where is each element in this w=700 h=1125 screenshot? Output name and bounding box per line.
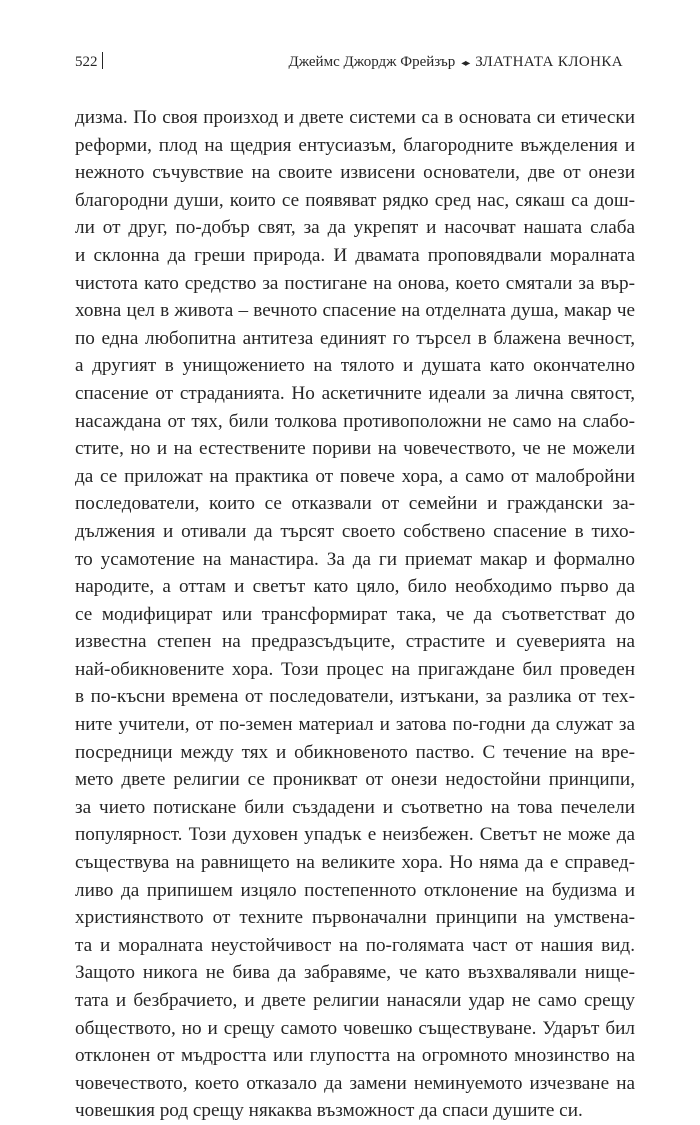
text-line: отклонен от мъдростта или глупостта на огромното мнозинство на	[75, 1045, 635, 1067]
text-line: обществото, но и срещу самото човешко съществуване. Ударът бил	[75, 1017, 635, 1039]
text-line: мето двете религии се проникват от онези недостойни принципи,	[75, 769, 635, 791]
text-line: народите, а оттам и светът като цяло, било необходимо първо да	[75, 576, 635, 598]
text-line: човечеството, което отказало да замени неминуемото изчезване на	[75, 1072, 635, 1094]
text-line: дизма. По своя произход и двете системи са в основата си етически	[75, 107, 635, 128]
text-line: стите, но и на естествените пориви на човечеството, че не можели	[75, 438, 635, 460]
text-line: тата и безбрачието, и двете религии нанасяли удар не само срещу	[75, 990, 635, 1011]
page-number-value: 522	[75, 54, 98, 70]
text-line: ховна цел в живота – вечното спасение на отделната душа, макар че	[75, 300, 635, 322]
text-line: и склонна да греши природа. И двамата проповядвали моралната	[75, 244, 635, 266]
body-text	[75, 104, 635, 1125]
text-line: известна степен на предразсъдъците, страстите и суеверията на	[75, 631, 635, 653]
text-line: Защото никога не бива да забравяме, че като възхвалявали нище-	[75, 962, 635, 984]
text-line: най-обикновените хора. Този процес на пригаждане бил проведен	[75, 658, 635, 680]
text-line: чистота като средство за постигане на онова, което смятали за вър-	[75, 272, 635, 294]
text-line: съществува на равнището на великите хора. Но няма да е справед-	[75, 852, 635, 874]
text-line: ливо да припишем изцяло постепенното отклонение на будизма и	[75, 879, 635, 901]
text-line: благородни души, които се появяват рядко сред нас, сякаш са дош-	[75, 189, 635, 211]
text-line: популярност. Този духовен упадък е неизбежен. Светът не може да	[75, 824, 635, 846]
text-line: посредници между тях и обикновеното паство. С течение на вре-	[75, 741, 635, 763]
text-line: спасение от страданията. Но аскетичните идеали за лична святост,	[75, 382, 635, 404]
text-line: по една любопитна антитеза единият го търсел в блажена вечност,	[75, 327, 635, 349]
text-line: за чието потискане били създадени и съответно на това печелели	[75, 796, 635, 818]
header-separator-icon: ◂▸	[461, 58, 470, 69]
book-title: ЗЛАТНАТА КЛОНКА	[475, 54, 623, 70]
text-line: човешкия род срещу някаква възможност да спаси душите си.	[75, 1100, 583, 1122]
author-name: Джеймс Джордж Фрейзър	[288, 54, 456, 70]
text-line: та и моралната неустойчивост на по-голямата част от нашия вид.	[75, 934, 635, 956]
text-line: ните учители, от по-земен материал и затова по-годни да служат за	[75, 714, 635, 736]
page-number-rule	[102, 52, 103, 69]
running-head	[289, 52, 624, 74]
text-line: християнството от техните първоначални принципи на умствена-	[75, 907, 635, 929]
text-line: се модифицират или трансформират така, че да съответстват до	[75, 603, 635, 625]
text-line: реформи, плод на щедрия ентусиазъм, благородните въжделения и	[75, 134, 635, 156]
text-line: нежното съчувствие на своите извисени основатели, две от онези	[75, 162, 635, 184]
text-line: насаждана от тях, били толкова противоположни не само на слабо-	[75, 410, 635, 432]
text-line: а другият в унищожението на тялото и душата като окончателно	[75, 355, 635, 377]
text-line: последователи, които се отказвали от семейни и граждански за-	[75, 493, 635, 515]
text-line: то усамотение на манастира. За да ги приемат макар и формално	[75, 548, 635, 570]
text-line: в по-късни времена от последователи, изтъкани, за разлика от тех-	[75, 686, 635, 708]
page-number	[75, 52, 103, 72]
page-header	[75, 52, 623, 72]
text-line: да се приложат на практика от повече хора, а само от малобройни	[75, 465, 635, 487]
text-line: ли от друг, по-добър свят, за да укрепят и насочват нашата слаба	[75, 217, 635, 239]
text-line: дължения и отивали да търсят своето собствено спасение в тихо-	[75, 520, 635, 542]
